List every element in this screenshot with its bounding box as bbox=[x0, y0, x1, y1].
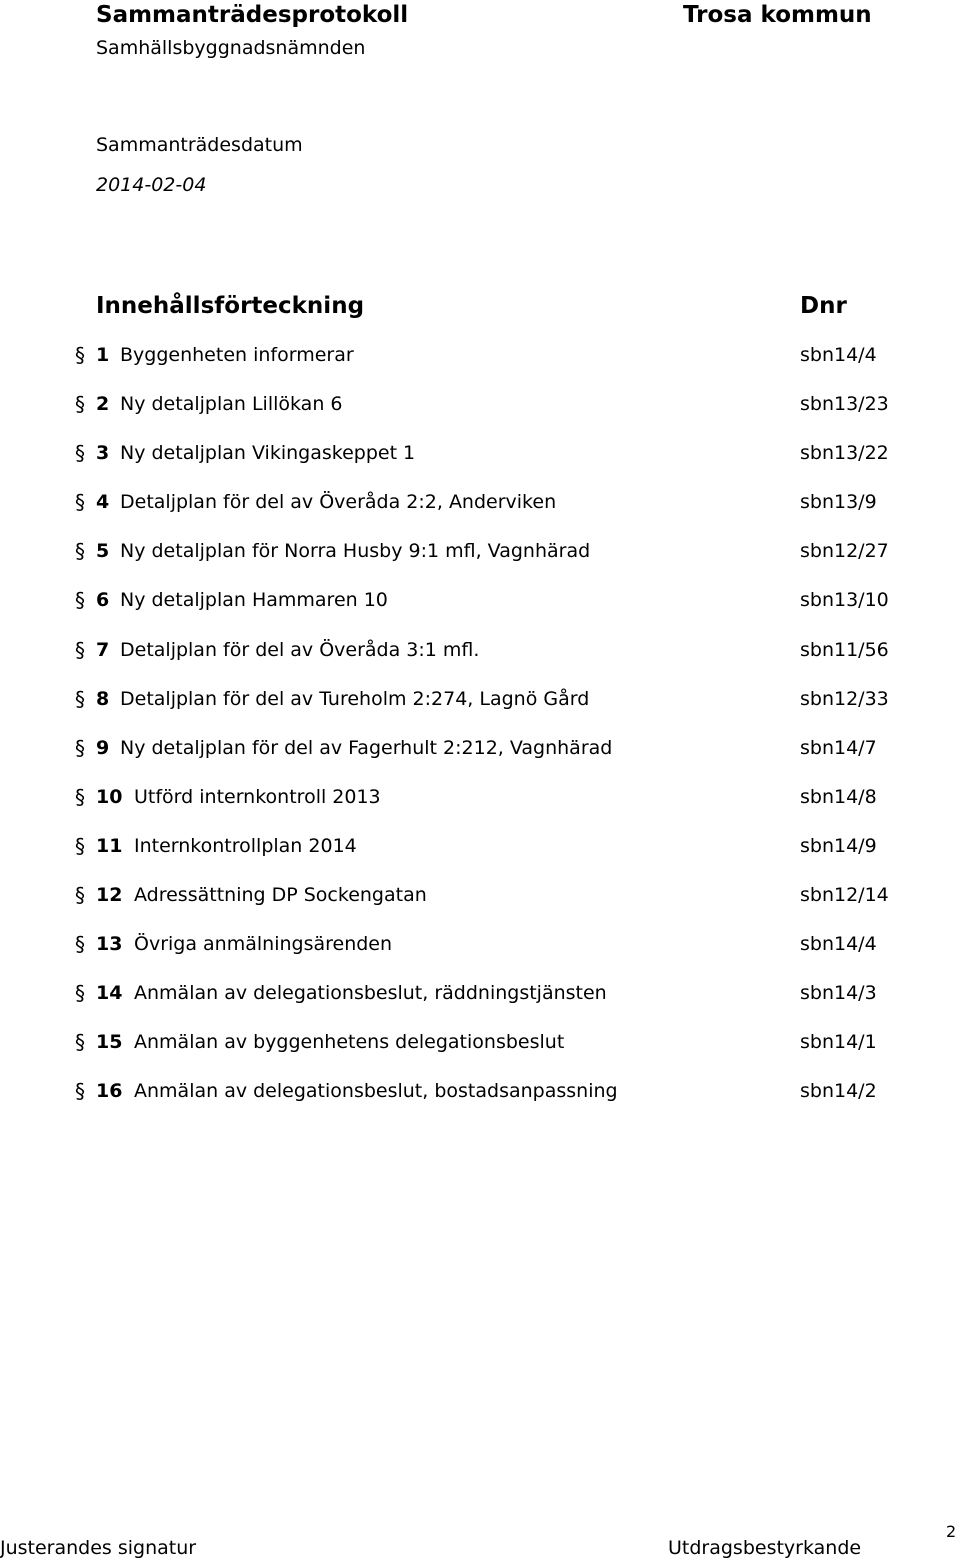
item-dnr: sbn13/23 bbox=[800, 393, 889, 416]
section-sign-icon: § bbox=[75, 539, 85, 564]
document-title: Sammanträdesprotokoll bbox=[96, 2, 409, 28]
toc-heading: Innehållsförteckning bbox=[96, 293, 365, 319]
toc-item bbox=[0, 684, 960, 733]
meeting-date-label: Sammanträdesdatum bbox=[96, 134, 303, 156]
municipality-name: Trosa kommun bbox=[683, 2, 872, 28]
section-sign-icon: § bbox=[75, 883, 85, 908]
item-dnr: sbn13/22 bbox=[800, 442, 889, 465]
section-sign-icon: § bbox=[75, 1030, 85, 1055]
item-dnr: sbn14/4 bbox=[800, 344, 877, 366]
item-dnr: sbn13/9 bbox=[800, 491, 877, 514]
item-dnr: sbn14/2 bbox=[800, 1080, 877, 1103]
item-number: 7 bbox=[96, 638, 110, 661]
toc-item bbox=[0, 880, 960, 929]
section-sign-icon: § bbox=[75, 588, 85, 613]
item-title: Anmälan av byggenhetens delegationsbeslut bbox=[134, 1031, 565, 1054]
section-sign-icon: § bbox=[75, 490, 85, 515]
board-name: Samhällsbyggnadsnämnden bbox=[96, 37, 366, 59]
item-title: Övriga anmälningsärenden bbox=[134, 933, 393, 956]
item-dnr: sbn12/14 bbox=[800, 884, 889, 907]
item-number: 4 bbox=[96, 491, 110, 514]
meeting-date: 2014-02-04 bbox=[96, 174, 207, 196]
item-number: 2 bbox=[96, 393, 110, 416]
section-sign-icon: § bbox=[75, 441, 85, 466]
item-title: Adressättning DP Sockengatan bbox=[134, 884, 427, 907]
toc-item bbox=[0, 831, 960, 880]
item-title: Detaljplan för del av Överåda 2:2, Anderviken bbox=[120, 491, 557, 514]
item-title: Ny detaljplan Vikingaskeppet 1 bbox=[120, 442, 416, 465]
item-dnr: sbn14/9 bbox=[800, 834, 877, 857]
item-dnr: sbn13/10 bbox=[800, 589, 889, 612]
toc-item bbox=[0, 635, 960, 684]
item-title: Ny detaljplan för Norra Husby 9:1 mfl, Vagnhärad bbox=[120, 540, 591, 563]
toc-item bbox=[0, 340, 960, 389]
toc-item bbox=[0, 487, 960, 536]
certification-label: Utdragsbestyrkande bbox=[668, 1537, 862, 1559]
item-title: Ny detaljplan Hammaren 10 bbox=[120, 589, 388, 612]
item-dnr: sbn11/56 bbox=[800, 638, 889, 661]
item-title: Utförd internkontroll 2013 bbox=[134, 785, 381, 808]
signature-label: Justerandes signatur bbox=[0, 1537, 197, 1559]
section-sign-icon: § bbox=[75, 637, 85, 662]
section-sign-icon: § bbox=[75, 981, 85, 1006]
item-dnr: sbn14/8 bbox=[800, 785, 877, 808]
toc-item bbox=[0, 782, 960, 831]
section-sign-icon: § bbox=[75, 833, 85, 858]
item-number: 3 bbox=[96, 442, 110, 465]
toc-item bbox=[0, 929, 960, 978]
item-title: Detaljplan för del av Tureholm 2:274, Lagnö Gård bbox=[120, 687, 590, 710]
toc-item bbox=[0, 733, 960, 782]
toc-item bbox=[0, 536, 960, 585]
item-dnr: sbn12/27 bbox=[800, 540, 889, 563]
item-number: 16 bbox=[96, 1080, 123, 1103]
toc-item bbox=[0, 978, 960, 1027]
section-sign-icon: § bbox=[75, 392, 85, 417]
item-dnr: sbn14/4 bbox=[800, 933, 877, 956]
toc-dnr-heading: Dnr bbox=[800, 293, 847, 319]
item-number: 12 bbox=[96, 884, 123, 907]
item-title: Anmälan av delegationsbeslut, bostadsanpassning bbox=[134, 1080, 618, 1103]
item-number: 1 bbox=[96, 344, 110, 366]
item-number: 8 bbox=[96, 687, 110, 710]
section-sign-icon: § bbox=[75, 686, 85, 711]
item-number: 14 bbox=[96, 982, 123, 1005]
item-number: 5 bbox=[96, 540, 110, 563]
section-sign-icon: § bbox=[75, 932, 85, 957]
toc-item bbox=[0, 1076, 960, 1125]
toc-item bbox=[0, 1027, 960, 1076]
item-number: 13 bbox=[96, 933, 123, 956]
item-number: 6 bbox=[96, 589, 110, 612]
toc-item bbox=[0, 585, 960, 634]
section-sign-icon: § bbox=[75, 735, 85, 760]
item-title: Detaljplan för del av Överåda 3:1 mfl. bbox=[120, 638, 480, 661]
page-number: 2 bbox=[946, 1522, 957, 1541]
item-title: Anmälan av delegationsbeslut, räddningstjänsten bbox=[134, 982, 607, 1005]
item-dnr: sbn12/33 bbox=[800, 687, 889, 710]
item-number: 9 bbox=[96, 736, 110, 759]
toc-item bbox=[0, 438, 960, 487]
toc-item bbox=[0, 389, 960, 438]
item-dnr: sbn14/1 bbox=[800, 1031, 877, 1054]
item-title: Ny detaljplan för del av Fagerhult 2:212, Vagnhärad bbox=[120, 736, 613, 759]
item-title: Internkontrollplan 2014 bbox=[134, 834, 357, 857]
section-sign-icon: § bbox=[75, 1079, 85, 1104]
item-dnr: sbn14/7 bbox=[800, 736, 877, 759]
item-title: Ny detaljplan Lillökan 6 bbox=[120, 393, 343, 416]
item-number: 11 bbox=[96, 834, 123, 857]
section-sign-icon: § bbox=[75, 343, 85, 367]
section-sign-icon: § bbox=[75, 784, 85, 809]
item-title: Byggenheten informerar bbox=[120, 344, 354, 366]
item-number: 15 bbox=[96, 1031, 123, 1054]
item-dnr: sbn14/3 bbox=[800, 982, 877, 1005]
toc-list bbox=[0, 340, 960, 1126]
item-number: 10 bbox=[96, 785, 123, 808]
